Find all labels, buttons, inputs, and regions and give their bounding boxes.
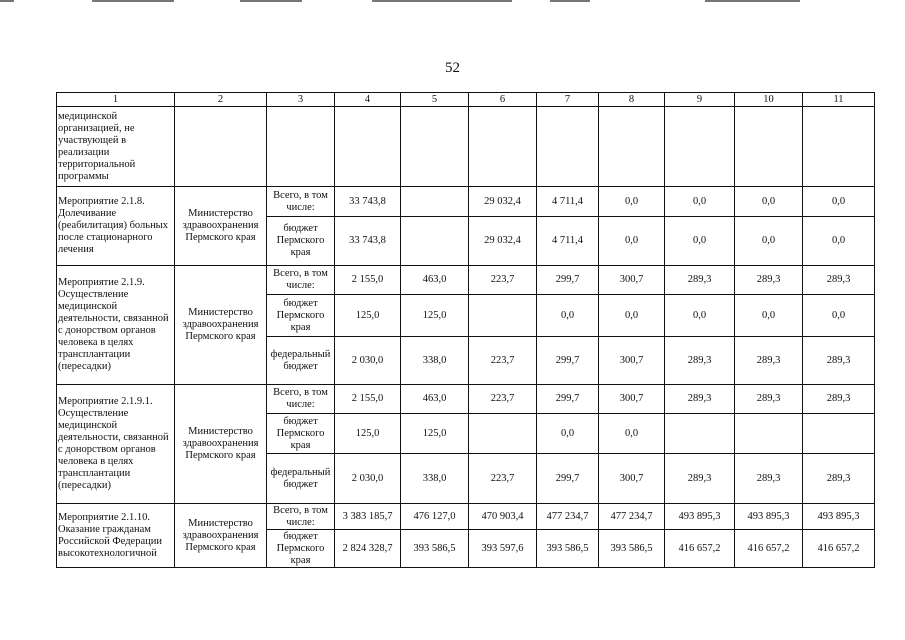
value-cell: 289,3 (735, 385, 803, 414)
value-cell: 289,3 (803, 266, 875, 295)
value-cell (469, 295, 537, 337)
value-cell: 223,7 (469, 385, 537, 414)
value-cell: 0,0 (599, 187, 665, 217)
value-cell: 477 234,7 (599, 504, 665, 530)
value-cell: 338,0 (401, 337, 469, 385)
measure-cell: Мероприятие 2.1.10. Оказание гражданам Российской Федерации высокотехнологичной (57, 504, 175, 568)
source-cell: бюджет Пермского края (267, 414, 335, 454)
value-cell: 299,7 (537, 266, 599, 295)
value-cell: 0,0 (537, 414, 599, 454)
value-cell: 416 657,2 (803, 530, 875, 568)
executor-cell: Министерство здравоохранения Пермского края (175, 504, 267, 568)
value-cell: 3 383 185,7 (335, 504, 401, 530)
value-cell: 289,3 (803, 337, 875, 385)
value-cell: 0,0 (599, 414, 665, 454)
value-cell: 470 903,4 (469, 504, 537, 530)
value-cell: 493 895,3 (665, 504, 735, 530)
value-cell: 463,0 (401, 385, 469, 414)
table-row (57, 107, 875, 187)
value-cell: 416 657,2 (735, 530, 803, 568)
table-row (57, 385, 875, 414)
source-cell: бюджет Пермского края (267, 295, 335, 337)
value-cell: 0,0 (599, 295, 665, 337)
value-cell: 2 030,0 (335, 454, 401, 504)
value-cell: 289,3 (735, 454, 803, 504)
column-header: 10 (735, 93, 803, 107)
value-cell: 289,3 (665, 266, 735, 295)
value-cell (665, 414, 735, 454)
top-scan-marks (0, 0, 905, 4)
column-header: 11 (803, 93, 875, 107)
table-row (57, 266, 875, 295)
source-cell: Всего, в том числе: (267, 504, 335, 530)
value-cell: 493 895,3 (735, 504, 803, 530)
value-cell: 476 127,0 (401, 504, 469, 530)
value-cell: 2 030,0 (335, 337, 401, 385)
value-cell: 300,7 (599, 385, 665, 414)
executor-cell: Министерство здравоохранения Пермского края (175, 266, 267, 385)
column-header: 2 (175, 93, 267, 107)
value-cell: 0,0 (803, 295, 875, 337)
value-cell: 0,0 (665, 187, 735, 217)
value-cell: 393 586,5 (537, 530, 599, 568)
measure-cell: медицинской организацией, не участвующей в реализации территориальной программы (57, 107, 175, 187)
value-cell: 299,7 (537, 385, 599, 414)
value-cell (469, 414, 537, 454)
value-cell: 29 032,4 (469, 187, 537, 217)
value-cell: 289,3 (665, 385, 735, 414)
value-cell: 223,7 (469, 454, 537, 504)
value-cell: 0,0 (735, 187, 803, 217)
value-cell: 125,0 (401, 414, 469, 454)
source-cell: Всего, в том числе: (267, 187, 335, 217)
value-cell: 299,7 (537, 454, 599, 504)
value-cell: 289,3 (735, 266, 803, 295)
value-cell: 223,7 (469, 266, 537, 295)
source-cell: федеральный бюджет (267, 337, 335, 385)
value-cell: 463,0 (401, 266, 469, 295)
column-header: 4 (335, 93, 401, 107)
value-cell: 289,3 (665, 454, 735, 504)
value-cell: 125,0 (401, 295, 469, 337)
value-cell: 0,0 (803, 187, 875, 217)
column-header: 6 (469, 93, 537, 107)
value-cell: 4 711,4 (537, 217, 599, 266)
source-cell: бюджет Пермского края (267, 217, 335, 266)
measure-cell: Мероприятие 2.1.9.1. Осуществление медицинской деятельности, связанной с донорством органов человека в целях трансплантации (пересадки) (57, 385, 175, 504)
value-cell: 300,7 (599, 454, 665, 504)
value-cell: 289,3 (665, 337, 735, 385)
source-cell: Всего, в том числе: (267, 266, 335, 295)
value-cell: 33 743,8 (335, 187, 401, 217)
value-cell: 393 586,5 (599, 530, 665, 568)
value-cell (401, 187, 469, 217)
value-cell: 493 895,3 (803, 504, 875, 530)
financing-table (56, 92, 875, 568)
value-cell: 289,3 (735, 337, 803, 385)
executor-cell: Министерство здравоохранения Пермского края (175, 385, 267, 504)
column-header: 7 (537, 93, 599, 107)
header-row (57, 93, 875, 107)
column-header: 5 (401, 93, 469, 107)
source-cell: Всего, в том числе: (267, 385, 335, 414)
table-row (57, 187, 875, 217)
measure-cell: Мероприятие 2.1.9. Осуществление медицинской деятельности, связанной с донорством органов человека в целях трансплантации (пересадки) (57, 266, 175, 385)
value-cell: 289,3 (803, 385, 875, 414)
value-cell (401, 217, 469, 266)
value-cell (803, 414, 875, 454)
value-cell: 0,0 (665, 217, 735, 266)
value-cell: 338,0 (401, 454, 469, 504)
value-cell: 125,0 (335, 295, 401, 337)
executor-cell: Министерство здравоохранения Пермского края (175, 187, 267, 266)
value-cell: 289,3 (803, 454, 875, 504)
source-cell: федеральный бюджет (267, 454, 335, 504)
value-cell: 0,0 (803, 217, 875, 266)
value-cell: 0,0 (735, 217, 803, 266)
column-header: 8 (599, 93, 665, 107)
value-cell: 223,7 (469, 337, 537, 385)
column-header: 1 (57, 93, 175, 107)
source-cell: бюджет Пермского края (267, 530, 335, 568)
value-cell: 0,0 (599, 217, 665, 266)
value-cell: 125,0 (335, 414, 401, 454)
value-cell: 2 155,0 (335, 266, 401, 295)
value-cell: 2 824 328,7 (335, 530, 401, 568)
value-cell (735, 414, 803, 454)
value-cell: 299,7 (537, 337, 599, 385)
value-cell: 0,0 (537, 295, 599, 337)
value-cell: 33 743,8 (335, 217, 401, 266)
value-cell: 300,7 (599, 266, 665, 295)
value-cell: 2 155,0 (335, 385, 401, 414)
column-header: 9 (665, 93, 735, 107)
value-cell: 300,7 (599, 337, 665, 385)
page-number: 52 (445, 60, 460, 76)
value-cell: 393 586,5 (401, 530, 469, 568)
value-cell: 416 657,2 (665, 530, 735, 568)
value-cell: 29 032,4 (469, 217, 537, 266)
value-cell: 0,0 (665, 295, 735, 337)
table-row (57, 504, 875, 530)
value-cell: 393 597,6 (469, 530, 537, 568)
measure-cell: Мероприятие 2.1.8. Долечивание (реабилитация) больных после стационарного лечения (57, 187, 175, 266)
column-header: 3 (267, 93, 335, 107)
value-cell: 0,0 (735, 295, 803, 337)
value-cell: 477 234,7 (537, 504, 599, 530)
value-cell: 4 711,4 (537, 187, 599, 217)
